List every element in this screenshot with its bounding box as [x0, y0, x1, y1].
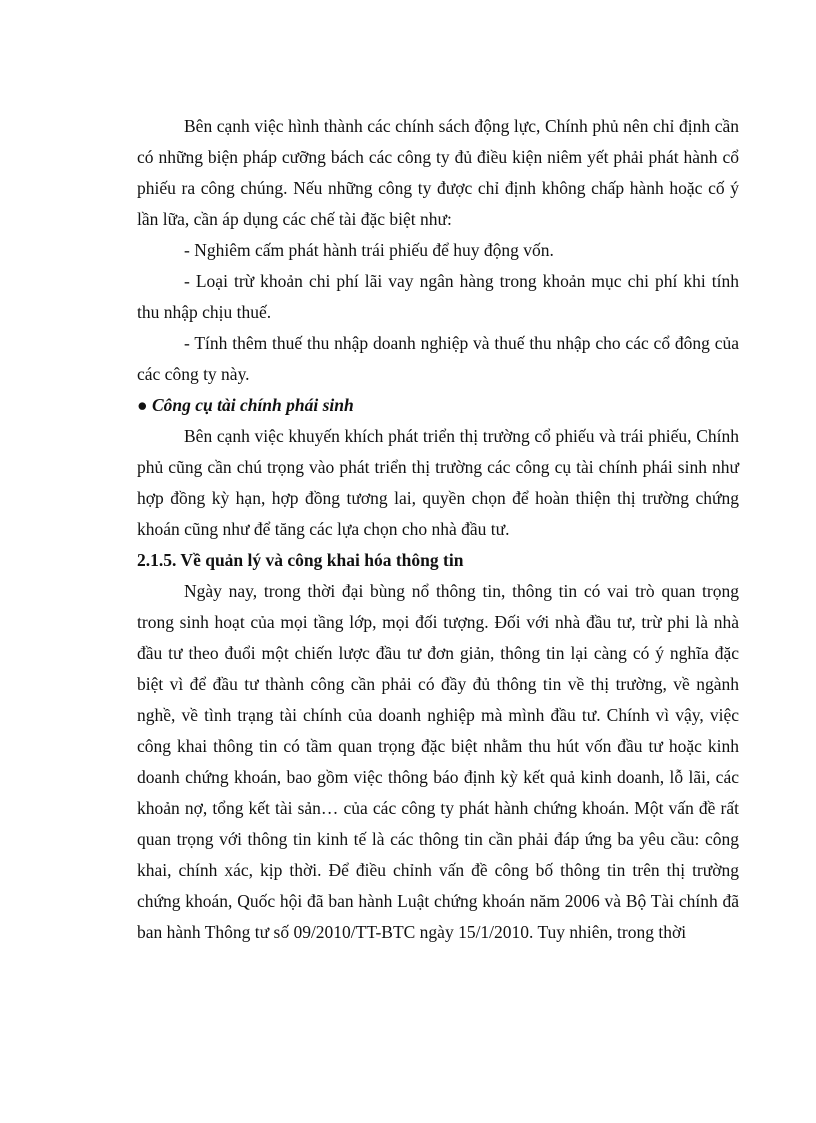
- list-item-interest-exclusion: - Loại trừ khoản chi phí lãi vay ngân hàng trong khoản mục chi phí khi tính thu nhập chịu thuế.: [137, 271, 739, 322]
- paragraph-derivatives: Bên cạnh việc khuyến khích phát triển thị trường cổ phiếu và trái phiếu, Chính phủ cũng cần chú trọng vào phát triển thị trường các công cụ tài chính phái sinh như hợp đồng kỳ hạn, hợp đồng tương lai, quyền chọn để hoàn thiện thị trường chứng khoán cũng như để tăng các lựa chọn cho nhà đầu tư.: [137, 426, 739, 539]
- list-item-bond-ban: - Nghiêm cấm phát hành trái phiếu để huy động vốn.: [184, 240, 554, 260]
- paragraph-coercive-measures: Bên cạnh việc hình thành các chính sách động lực, Chính phủ nên chỉ định cần có những biện pháp cưỡng bách các công ty đủ điều kiện niêm yết phải phát hành cổ phiếu ra công chúng. Nếu những công ty được chỉ định không chấp hành hoặc cố ý lần lữa, cần áp dụng các chế tài đặc biệt như:: [137, 116, 739, 229]
- list-item-extra-tax: - Tính thêm thuế thu nhập doanh nghiệp và thuế thu nhập cho các cổ đông của các công ty này.: [137, 333, 739, 384]
- bullet-heading-derivatives: ● Công cụ tài chính phái sinh: [137, 395, 354, 415]
- paragraph-information-disclosure: Ngày nay, trong thời đại bùng nổ thông tin, thông tin có vai trò quan trọng trong sinh hoạt của mọi tầng lớp, mọi đối tượng. Đối với nhà đầu tư, trừ phi là nhà đầu tư theo đuổi một chiến lược đầu tư đơn giản, thông tin lại càng có ý nghĩa đặc biệt vì để đầu tư thành công cần phải có đầy đủ thông tin về thị trường, về ngành nghề, về tình trạng tài chính của doanh nghiệp mà mình đầu tư. Chính vì vậy, việc công khai thông tin có tầm quan trọng đặc biệt nhằm thu hút vốn đầu tư hoặc kinh doanh chứng khoán, bao gồm việc thông báo định kỳ kết quả kinh doanh, lỗ lãi, các khoản nợ, tổng kết tài sản… của các công ty phát hành chứng khoán. Một vấn đề rất quan trọng với thông tin kinh tế là các thông tin cần phải đáp ứng ba yêu cầu: công khai, chính xác, kịp thời. Để điều chỉnh vấn đề công bố thông tin trên thị trường chứng khoán, Quốc hội đã ban hành Luật chứng khoán năm 2006 và Bộ Tài chính đã ban hành Thông tư số 09/2010/TT-BTC ngày 15/1/2010. Tuy nhiên, trong thời: [137, 581, 739, 942]
- document-page: [137, 111, 739, 948]
- section-heading-2-1-5: 2.1.5. Về quản lý và công khai hóa thông tin: [137, 550, 464, 570]
